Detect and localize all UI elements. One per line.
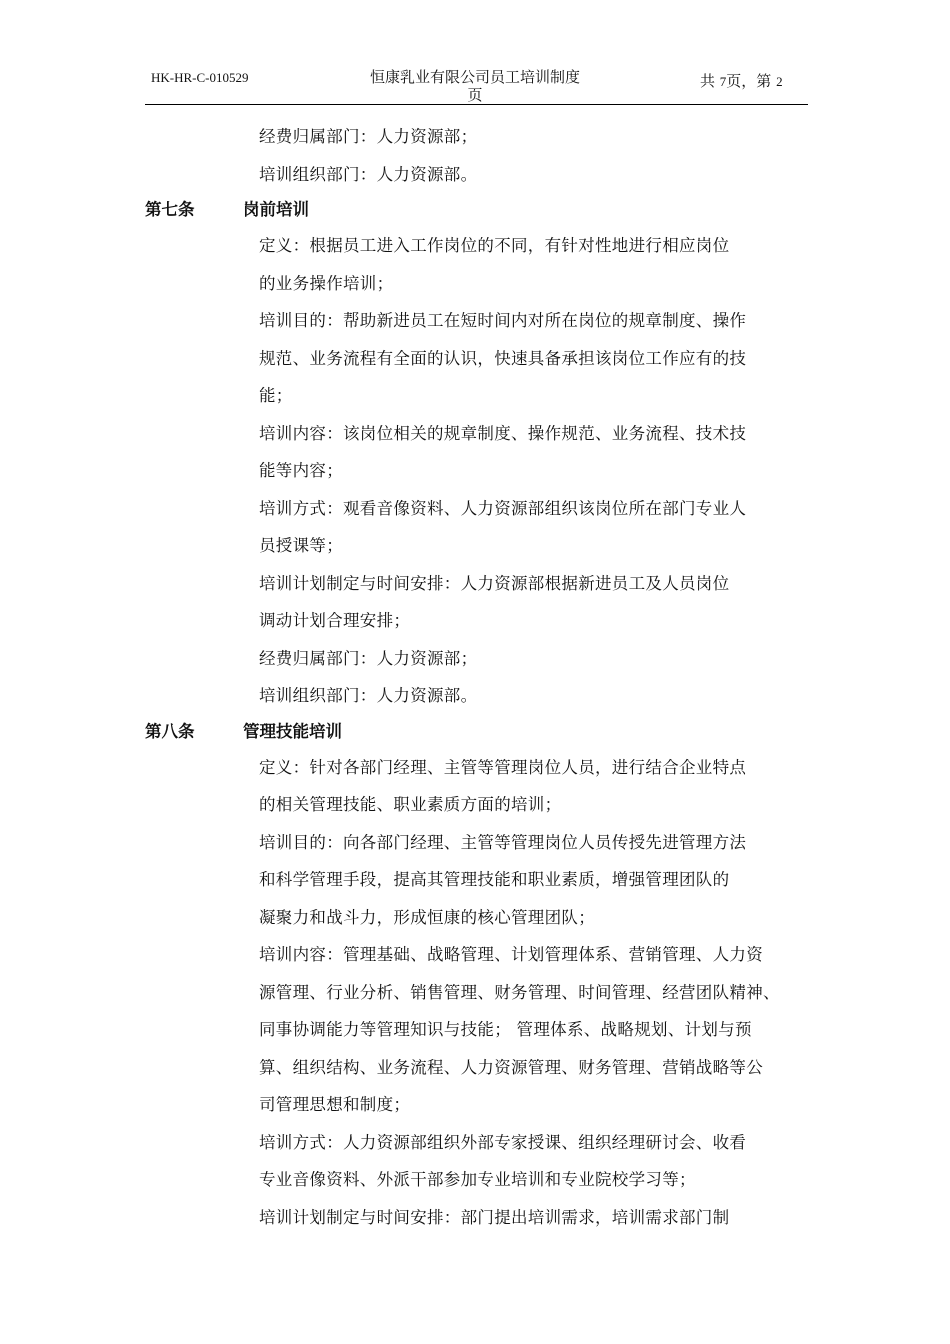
paragraph-line: 培训计划制定与时间安排：部门提出培训需求，培训需求部门制 (259, 1207, 730, 1227)
paragraph-line: 的相关管理技能、职业素质方面的培训； (259, 795, 562, 814)
paragraph-line: 凝聚力和战斗力，形成恒康的核心管理团队； (259, 907, 595, 927)
page-indicator (700, 70, 783, 91)
paragraph-line: 算、组织结构、业务流程、人力资源管理、财务管理、营销战略等公 (259, 1057, 763, 1077)
article-number: 第八条 (145, 721, 195, 741)
paragraph-line: 培训方式：观看音像资料、人力资源部组织该岗位所在部门专业人 (259, 498, 747, 518)
article-heading (145, 193, 815, 227)
article-number: 第七条 (145, 200, 195, 219)
document-body (145, 118, 815, 1236)
paragraph-line: 能等内容； (259, 461, 343, 480)
article-heading (145, 715, 815, 749)
article-title: 岗前培训 (243, 200, 309, 219)
paragraph-line: 规范、业务流程有全面的认识，快速具备承担该岗位工作应有的技 (259, 348, 747, 368)
paragraph-line: 培训计划制定与时间安排：人力资源部根据新进员工及人员岗位 (259, 573, 730, 593)
paragraph-line: 员授课等； (259, 536, 343, 555)
document-title (355, 68, 595, 104)
paragraph-line: 调动计划合理安排； (259, 611, 411, 630)
paragraph-line: 经费归属部门：人力资源部； (259, 648, 478, 668)
paragraph-line: 培训目的：帮助新进员工在短时间内对所在岗位的规章制度、操作 (259, 311, 747, 330)
document-title-line1: 恒康乳业有限公司员工培训制度 (369, 68, 580, 86)
paragraph-line: 源管理、行业分析、销售管理、财务管理、时间管理、经营团队精神、 (259, 982, 780, 1002)
paragraph-line: 培训目的：向各部门经理、主管等管理岗位人员传授先进管理方法 (259, 832, 747, 852)
paragraph-line: 定义：根据员工进入工作岗位的不同，有针对性地进行相应岗位 (259, 236, 730, 255)
paragraph-line: 同事协调能力等管理知识与技能； 管理体系、战略规划、计划与预 (259, 1020, 752, 1039)
paragraph-line: 司管理思想和制度； (259, 1095, 411, 1114)
paragraph-line: 培训内容：管理基础、战略管理、计划管理体系、营销管理、人力资 (259, 945, 763, 964)
paragraph-line: 培训内容：该岗位相关的规章制度、操作规范、业务流程、技术技 (259, 423, 747, 443)
document-title-line2: 页 (467, 86, 483, 104)
paragraph-line: 专业音像资料、外派干部参加专业培训和专业院校学习等； (259, 1170, 696, 1189)
page-prefix: 共 (700, 72, 720, 90)
paragraph-line: 培训方式：人力资源部组织外部专家授课、组织经理研讨会、收看 (259, 1132, 747, 1152)
page-total: 7 (719, 74, 727, 89)
paragraph-line: 能； (259, 386, 293, 405)
paragraph-line: 和科学管理手段，提高其管理技能和职业素质，增强管理团队的 (259, 870, 730, 889)
page-current: 2 (776, 74, 783, 89)
paragraph-line: 经费归属部门：人力资源部； (259, 127, 478, 146)
paragraph-line: 定义：针对各部门经理、主管等管理岗位人员，进行结合企业特点 (259, 757, 747, 777)
page-header (145, 60, 808, 105)
article-title: 管理技能培训 (243, 721, 342, 741)
paragraph-line: 培训组织部门：人力资源部。 (259, 164, 478, 184)
page-mid: 页，第 (726, 72, 777, 90)
paragraph-line: 培训组织部门：人力资源部。 (259, 686, 478, 705)
paragraph-line: 的业务操作培训； (259, 273, 394, 293)
document-code: HK-HR-C-010529 (151, 70, 249, 85)
